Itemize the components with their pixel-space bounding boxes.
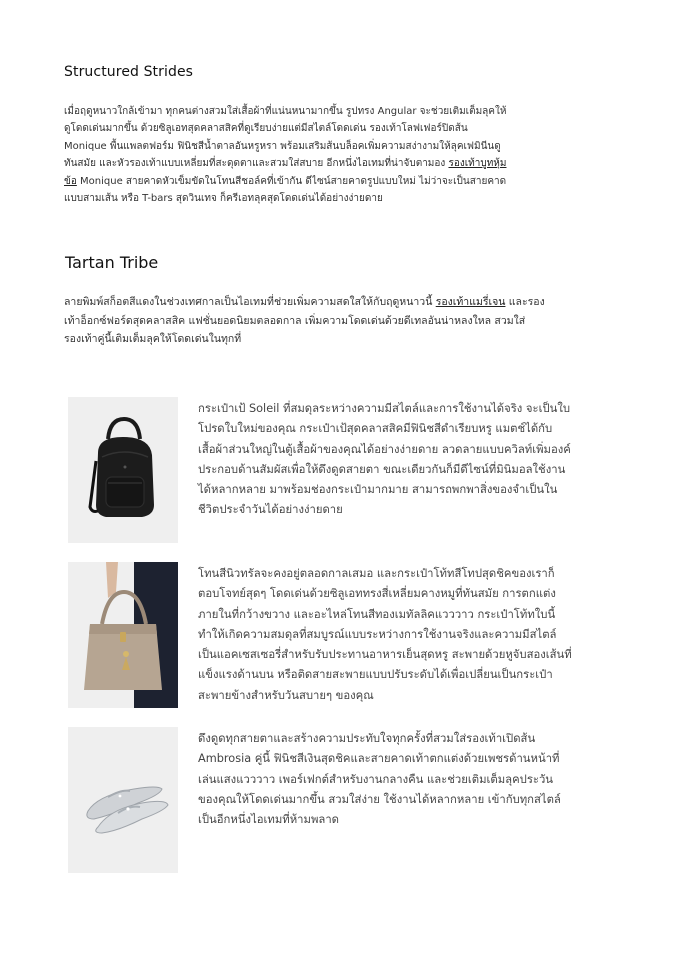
- product-image-backpack[interactable]: [68, 397, 178, 543]
- product-image-silver-flats[interactable]: [68, 727, 178, 873]
- mary-jane-link[interactable]: รองเท้าแมรี่เจน: [435, 296, 506, 308]
- body-text: และรองเท้าอ็อกซ์ฟอร์ดสุดคลาสสิค แฟชั่นยอดนิยมตลอดกาล เพิ่มความโดดเด่นด้วยดีเทลอันน่าหลงใหล สวมใส่รองเท้าคู่นี้เติมเต็มลุคให้โดดเด่นในทุกที่: [64, 296, 545, 345]
- body-text: Monique สายคาดหัวเข็มขัดในโทนสีชอล์คที่เข้ากัน ดีไซน์สายคาดรูปแบบใหม่ ไม่ว่าจะเป็นสายคาดแบบสามเส้น หรือ T-bars สุดวินเทจ ก็ครีเอทลุคสุดโดดเด่นได้อย่างง่ายดาย: [64, 175, 507, 205]
- handbag-icon: [68, 562, 178, 708]
- section-title-tartan-tribe: Tartan Tribe: [65, 253, 159, 272]
- body-text: เมื่อฤดูหนาวใกล้เข้ามา ทุกคนต่างสวมใส่เสื้อผ้าที่แน่นหนามากขึ้น รูปทรง Angular จะช่วยเติมเต็มลุคให้ดูโดดเด่นมากขึ้น ด้วยซิลูเอทสุดคลาสสิคที่ดูเรียบง่ายแต่มีสไตล์โดดเด่น รองเท้าโลฟเฟอร์ปิดส้น Monique พื้นแพลตฟอร์ม ฟินิชสีน้ำตาลอันหรูหรา พร้อมเสริมส้นบล็อคเพิ่มความสง่างามให้ลุคเฟมินีนดูทันสมัย และหัวรองเท้าแบบเหลี่ยมที่สะดุดตาและสวมใส่สบาย อีกหนึ่งไอเทมที่น่าจับตามอง: [64, 106, 507, 170]
- product-description-silver-flats: ดึงดูดทุกสายตาและสร้างความประทับใจทุกครั้งที่สวมใส่รองเท้าเปิดส้น Ambrosia คู่นี้ ฟินิชสีเงินสุดชิคและสายคาดเท้าตกแต่งด้วยเพชรด้านหน้าที่เล่นแสงแวววาว เพอร์เฟกต์สำหรับงานกลางคืน และช่วยเติมเต็มลุคประวันของคุณให้โดดเด่นมากขึ้น สวมใส่ง่าย ใช้งานได้หลากหลาย เข้ากับทุกสไตล์ เป็นอีกหนึ่งไอเทมที่ห้ามพลาด: [198, 732, 561, 827]
- backpack-icon: [68, 397, 178, 543]
- ankle-boots-link[interactable]: รองเท้าบูทหุ้มข้อ: [64, 158, 507, 187]
- flat-shoes-icon: [68, 727, 178, 873]
- section-title-structured-strides: Structured Strides: [64, 64, 194, 80]
- section-body-tartan-tribe: [64, 293, 554, 349]
- section-body-structured-strides: [64, 103, 512, 207]
- body-text: ลายพิมพ์สก็อตสีแดงในช่วงเทศกาลเป็นไอเทมที่ช่วยเพิ่มความสดใสให้กับฤดูหนาวนี้: [64, 296, 436, 308]
- product-image-tote-bag[interactable]: [68, 562, 178, 708]
- product-description-tote-bag: โทนสีนิวทรัลจะคงอยู่ตลอดกาลเสมอ และกระเป๋าโท้ทสีโทปสุดชิคของเราก็ตอบโจทย์สุดๆ โดดเด่นด้วยซิลูเอททรงสี่เหลี่ยมคางหมูที่ทันสมัย การตกแต่งภายในที่กว้างขวาง และอะไหล่โทนสีทองเมทัลลิคแวววาว กระเป๋าโท้ทใบนี้ทำให้เกิดความสมดุลที่สมบูรณ์แบบระหว่างการใช้งานจริงและความมีสไตล์ เป็นแอคเซสเซอรี่สำหรับรับประทานอาหารเย็นสุดหรู สะพายด้วยหูจับสองเส้นที่แข็งแรงด้านบน หรือติดสายสะพายแบบปรับระดับได้เพื่อเปลี่ยนเป็นกระเป๋าสะพายข้างสำหรับวันสบายๆ ของคุณ: [198, 567, 572, 702]
- product-description-backpack: กระเป๋าเป้ Soleil ที่สมดุลระหว่างความมีสไตล์และการใช้งานได้จริง จะเป็นใบโปรดใบใหม่ของคุณ กระเป๋าเป้สุดคลาสสิคมีฟินิชสีดำเรียบหรู แมตช์ได้กับเสื้อผ้าส่วนใหญ่ในตู้เสื้อผ้าของคุณได้อย่างง่ายดาย ลวดลายแบบควิลท์เพิ่มองค์ประกอบด้านสัมผัสเพื่อให้ดึงดูดสายตา ขณะเดียวกันก็มีดีไซน์ที่มินิมอลใช้งานได้หลากหลาย มาพร้อมช่องกระเป๋ามากมาย สามารถพกพาสิ่งของจำเป็นในชีวิตประจำวันได้อย่างง่ายดาย: [198, 402, 571, 517]
